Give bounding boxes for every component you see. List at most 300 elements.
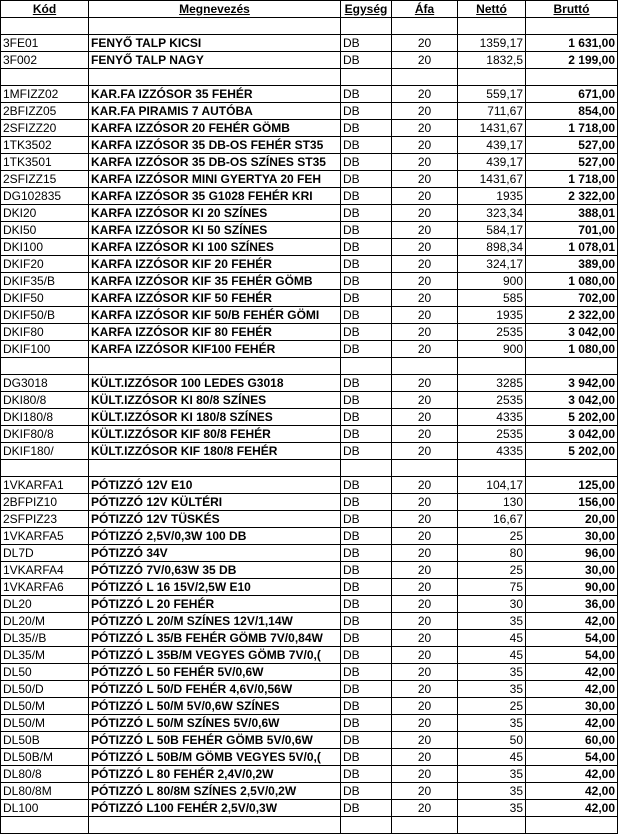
- cell-megnevezes: PÓTIZZÓ L 50B/M GÖMB VEGYES 5V/0,(: [89, 749, 341, 766]
- price-list-body: [1, 18, 618, 834]
- cell-egyseg: [341, 817, 392, 834]
- cell-egyseg: DB: [341, 443, 392, 460]
- cell-brutto: 60,00: [526, 732, 618, 749]
- cell-kod: DKIF35/B: [1, 273, 89, 290]
- cell-afa: 20: [392, 188, 458, 205]
- table-row: [1, 324, 618, 341]
- cell-netto: 25: [458, 698, 526, 715]
- cell-kod: 1VKARFA4: [1, 562, 89, 579]
- cell-megnevezes: PÓTIZZÓ L 16 15V/2,5W E10: [89, 579, 341, 596]
- cell-brutto: 1 080,00: [526, 273, 618, 290]
- cell-netto: 80: [458, 545, 526, 562]
- table-row: [1, 52, 618, 69]
- table-row: [1, 749, 618, 766]
- cell-brutto: 3 942,00: [526, 375, 618, 392]
- cell-afa: 20: [392, 664, 458, 681]
- cell-brutto: [526, 817, 618, 834]
- cell-brutto: 42,00: [526, 681, 618, 698]
- table-row: [1, 137, 618, 154]
- cell-kod: DL50B/M: [1, 749, 89, 766]
- cell-egyseg: DB: [341, 137, 392, 154]
- cell-kod: [1, 460, 89, 477]
- cell-brutto: 90,00: [526, 579, 618, 596]
- cell-afa: 20: [392, 222, 458, 239]
- cell-megnevezes: KARFA IZZÓSOR MINI GYERTYA 20 FEH: [89, 171, 341, 188]
- cell-kod: DKIF20: [1, 256, 89, 273]
- cell-kod: 2SFPIZ23: [1, 511, 89, 528]
- cell-megnevezes: PÓTIZZÓ L 35/B FEHÉR GÖMB 7V/0,84W: [89, 630, 341, 647]
- cell-megnevezes: [89, 358, 341, 375]
- cell-brutto: 54,00: [526, 647, 618, 664]
- cell-netto: [458, 817, 526, 834]
- cell-afa: 20: [392, 477, 458, 494]
- cell-brutto: 389,00: [526, 256, 618, 273]
- cell-egyseg: DB: [341, 86, 392, 103]
- cell-egyseg: DB: [341, 188, 392, 205]
- cell-netto: [458, 18, 526, 35]
- cell-egyseg: DB: [341, 307, 392, 324]
- cell-egyseg: DB: [341, 103, 392, 120]
- cell-egyseg: DB: [341, 375, 392, 392]
- cell-egyseg: DB: [341, 698, 392, 715]
- cell-megnevezes: KARFA IZZÓSOR 20 FEHÉR GÖMB: [89, 120, 341, 137]
- cell-brutto: 3 042,00: [526, 324, 618, 341]
- cell-brutto: 2 322,00: [526, 188, 618, 205]
- cell-egyseg: DB: [341, 596, 392, 613]
- table-row: [1, 205, 618, 222]
- cell-egyseg: DB: [341, 171, 392, 188]
- cell-megnevezes: KARFA IZZÓSOR KI 20 SZÍNES: [89, 205, 341, 222]
- cell-brutto: 42,00: [526, 613, 618, 630]
- cell-megnevezes: PÓTIZZÓ 7V/0,63W 35 DB: [89, 562, 341, 579]
- cell-netto: 4335: [458, 409, 526, 426]
- table-row: [1, 239, 618, 256]
- cell-egyseg: DB: [341, 239, 392, 256]
- cell-afa: [392, 69, 458, 86]
- table-row: [1, 120, 618, 137]
- cell-megnevezes: PÓTIZZÓ L 50/D FEHÉR 4,6V/0,56W: [89, 681, 341, 698]
- cell-afa: 20: [392, 766, 458, 783]
- cell-megnevezes: KARFA IZZÓSOR KIF 80 FEHÉR: [89, 324, 341, 341]
- cell-brutto: 30,00: [526, 562, 618, 579]
- table-row: [1, 188, 618, 205]
- cell-brutto: 527,00: [526, 137, 618, 154]
- cell-afa: 20: [392, 52, 458, 69]
- table-row: [1, 273, 618, 290]
- cell-megnevezes: KARFA IZZÓSOR KIF100 FEHÉR: [89, 341, 341, 358]
- cell-kod: DL50: [1, 664, 89, 681]
- cell-afa: 20: [392, 307, 458, 324]
- cell-netto: 130: [458, 494, 526, 511]
- cell-afa: 20: [392, 494, 458, 511]
- cell-egyseg: DB: [341, 120, 392, 137]
- cell-egyseg: DB: [341, 681, 392, 698]
- cell-megnevezes: PÓTIZZÓ L 20/M SZÍNES 12V/1,14W: [89, 613, 341, 630]
- cell-netto: 2535: [458, 324, 526, 341]
- cell-afa: [392, 817, 458, 834]
- table-row: [1, 732, 618, 749]
- cell-afa: 20: [392, 324, 458, 341]
- cell-megnevezes: PÓTIZZÓ L 50 FEHÉR 5V/0,6W: [89, 664, 341, 681]
- cell-megnevezes: KARFA IZZÓSOR KI 50 SZÍNES: [89, 222, 341, 239]
- cell-megnevezes: [89, 69, 341, 86]
- cell-kod: DKIF100: [1, 341, 89, 358]
- cell-egyseg: DB: [341, 749, 392, 766]
- cell-netto: [458, 69, 526, 86]
- cell-netto: 35: [458, 613, 526, 630]
- cell-megnevezes: KAR.FA PIRAMIS 7 AUTÓBA: [89, 103, 341, 120]
- cell-brutto: 125,00: [526, 477, 618, 494]
- cell-netto: 30: [458, 596, 526, 613]
- cell-afa: 20: [392, 273, 458, 290]
- cell-netto: 324,17: [458, 256, 526, 273]
- header-egyseg: Egység: [341, 1, 392, 18]
- header-row: [1, 1, 618, 18]
- cell-egyseg: DB: [341, 613, 392, 630]
- cell-egyseg: DB: [341, 392, 392, 409]
- cell-egyseg: [341, 69, 392, 86]
- cell-netto: 711,67: [458, 103, 526, 120]
- cell-megnevezes: PÓTIZZÓ 12V E10: [89, 477, 341, 494]
- cell-egyseg: DB: [341, 732, 392, 749]
- cell-kod: DKI50: [1, 222, 89, 239]
- cell-brutto: 42,00: [526, 766, 618, 783]
- cell-brutto: 3 042,00: [526, 392, 618, 409]
- cell-megnevezes: PÓTIZZÓ 34V: [89, 545, 341, 562]
- cell-netto: 16,67: [458, 511, 526, 528]
- cell-afa: 20: [392, 290, 458, 307]
- cell-egyseg: DB: [341, 409, 392, 426]
- cell-egyseg: DB: [341, 800, 392, 817]
- table-row: [1, 681, 618, 698]
- cell-egyseg: DB: [341, 528, 392, 545]
- cell-egyseg: DB: [341, 341, 392, 358]
- table-row: [1, 18, 618, 35]
- cell-brutto: 527,00: [526, 154, 618, 171]
- cell-afa: 20: [392, 545, 458, 562]
- cell-megnevezes: KARFA IZZÓSOR 35 DB-OS FEHÉR ST35: [89, 137, 341, 154]
- cell-brutto: 388,01: [526, 205, 618, 222]
- table-row: [1, 103, 618, 120]
- cell-afa: 20: [392, 171, 458, 188]
- cell-egyseg: DB: [341, 273, 392, 290]
- cell-egyseg: DB: [341, 647, 392, 664]
- table-row: [1, 171, 618, 188]
- cell-netto: 50: [458, 732, 526, 749]
- cell-egyseg: DB: [341, 579, 392, 596]
- cell-megnevezes: PÓTIZZÓ L 50/M SZÍNES 5V/0,6W: [89, 715, 341, 732]
- cell-afa: [392, 18, 458, 35]
- cell-egyseg: DB: [341, 205, 392, 222]
- cell-megnevezes: PÓTIZZÓ L 80 FEHÉR 2,4V/0,2W: [89, 766, 341, 783]
- cell-netto: 900: [458, 341, 526, 358]
- cell-netto: [458, 358, 526, 375]
- cell-netto: 45: [458, 749, 526, 766]
- cell-netto: 323,34: [458, 205, 526, 222]
- cell-egyseg: DB: [341, 426, 392, 443]
- cell-netto: 4335: [458, 443, 526, 460]
- cell-netto: 1935: [458, 307, 526, 324]
- cell-kod: DL80/8M: [1, 783, 89, 800]
- cell-brutto: 30,00: [526, 528, 618, 545]
- cell-afa: 20: [392, 596, 458, 613]
- table-row: [1, 766, 618, 783]
- cell-kod: DL7D: [1, 545, 89, 562]
- cell-kod: 3FE01: [1, 35, 89, 52]
- cell-megnevezes: KARFA IZZÓSOR KIF 50/B FEHÉR GÖMI: [89, 307, 341, 324]
- cell-netto: 2535: [458, 426, 526, 443]
- table-row: [1, 613, 618, 630]
- cell-kod: DL50/M: [1, 698, 89, 715]
- cell-brutto: 671,00: [526, 86, 618, 103]
- cell-megnevezes: PÓTIZZÓ L 20 FEHÉR: [89, 596, 341, 613]
- cell-egyseg: DB: [341, 256, 392, 273]
- cell-brutto: [526, 69, 618, 86]
- table-row: [1, 154, 618, 171]
- cell-egyseg: [341, 460, 392, 477]
- cell-afa: 20: [392, 375, 458, 392]
- cell-kod: DG102835: [1, 188, 89, 205]
- cell-afa: 20: [392, 443, 458, 460]
- header-afa: Áfa: [392, 1, 458, 18]
- header-megnevezes: Megnevezés: [89, 1, 341, 18]
- table-row: [1, 630, 618, 647]
- cell-kod: DKIF50: [1, 290, 89, 307]
- cell-netto: 45: [458, 630, 526, 647]
- cell-netto: 1832,5: [458, 52, 526, 69]
- table-row: [1, 528, 618, 545]
- cell-kod: DKIF80: [1, 324, 89, 341]
- cell-afa: 20: [392, 681, 458, 698]
- cell-kod: DL35/M: [1, 647, 89, 664]
- cell-brutto: 1 631,00: [526, 35, 618, 52]
- cell-netto: 1431,67: [458, 120, 526, 137]
- cell-afa: 20: [392, 341, 458, 358]
- cell-brutto: 54,00: [526, 630, 618, 647]
- cell-megnevezes: KARFA IZZÓSOR KI 100 SZÍNES: [89, 239, 341, 256]
- table-row: [1, 579, 618, 596]
- cell-netto: 25: [458, 528, 526, 545]
- cell-netto: 584,17: [458, 222, 526, 239]
- table-row: [1, 477, 618, 494]
- cell-megnevezes: PÓTIZZÓ L 50B FEHÉR GÖMB 5V/0,6W: [89, 732, 341, 749]
- table-row: [1, 443, 618, 460]
- cell-kod: 1TK3501: [1, 154, 89, 171]
- cell-netto: 35: [458, 766, 526, 783]
- cell-afa: 20: [392, 511, 458, 528]
- cell-kod: 1MFIZZ02: [1, 86, 89, 103]
- cell-kod: DKIF50/B: [1, 307, 89, 324]
- header-brutto: Bruttó: [526, 1, 618, 18]
- cell-kod: DKI80/8: [1, 392, 89, 409]
- cell-egyseg: DB: [341, 222, 392, 239]
- cell-netto: 45: [458, 647, 526, 664]
- header-kod: Kód: [1, 1, 89, 18]
- cell-netto: 900: [458, 273, 526, 290]
- cell-afa: [392, 460, 458, 477]
- cell-afa: 20: [392, 409, 458, 426]
- cell-kod: DL20/M: [1, 613, 89, 630]
- cell-megnevezes: KAR.FA IZZÓSOR 35 FEHÉR: [89, 86, 341, 103]
- table-row: [1, 35, 618, 52]
- cell-brutto: 2 199,00: [526, 52, 618, 69]
- table-row: [1, 647, 618, 664]
- cell-megnevezes: PÓTIZZÓ L100 FEHÉR 2,5V/0,3W: [89, 800, 341, 817]
- table-row: [1, 511, 618, 528]
- cell-netto: 898,34: [458, 239, 526, 256]
- cell-egyseg: DB: [341, 783, 392, 800]
- cell-megnevezes: PÓTIZZÓ 12V KÜLTÉRI: [89, 494, 341, 511]
- cell-kod: DL50/M: [1, 715, 89, 732]
- cell-kod: [1, 817, 89, 834]
- cell-afa: 20: [392, 783, 458, 800]
- table-row: [1, 86, 618, 103]
- cell-megnevezes: KARFA IZZÓSOR KIF 20 FEHÉR: [89, 256, 341, 273]
- cell-egyseg: DB: [341, 290, 392, 307]
- cell-afa: 20: [392, 392, 458, 409]
- cell-afa: 20: [392, 103, 458, 120]
- cell-brutto: 2 322,00: [526, 307, 618, 324]
- cell-netto: 559,17: [458, 86, 526, 103]
- cell-brutto: [526, 460, 618, 477]
- cell-brutto: 3 042,00: [526, 426, 618, 443]
- table-row: [1, 783, 618, 800]
- table-row: [1, 562, 618, 579]
- cell-kod: DL100: [1, 800, 89, 817]
- cell-netto: 35: [458, 664, 526, 681]
- cell-megnevezes: FENYŐ TALP KICSI: [89, 35, 341, 52]
- cell-netto: 35: [458, 681, 526, 698]
- cell-megnevezes: KARFA IZZÓSOR KIF 50 FEHÉR: [89, 290, 341, 307]
- cell-afa: 20: [392, 647, 458, 664]
- cell-megnevezes: KARFA IZZÓSOR 35 DB-OS SZÍNES ST35: [89, 154, 341, 171]
- cell-megnevezes: [89, 817, 341, 834]
- cell-kod: 2SFIZZ20: [1, 120, 89, 137]
- cell-netto: 2535: [458, 392, 526, 409]
- cell-kod: DL20: [1, 596, 89, 613]
- cell-brutto: 42,00: [526, 783, 618, 800]
- cell-kod: [1, 18, 89, 35]
- table-row: [1, 817, 618, 834]
- header-netto: Nettó: [458, 1, 526, 18]
- cell-netto: 35: [458, 783, 526, 800]
- cell-megnevezes: KÜLT.IZZÓSOR KI 180/8 SZÍNES: [89, 409, 341, 426]
- cell-egyseg: DB: [341, 715, 392, 732]
- cell-kod: 1VKARFA1: [1, 477, 89, 494]
- cell-afa: 20: [392, 426, 458, 443]
- table-row: [1, 69, 618, 86]
- cell-brutto: 1 080,00: [526, 341, 618, 358]
- cell-megnevezes: PÓTIZZÓ L 50/M 5V/0,6W SZÍNES: [89, 698, 341, 715]
- cell-egyseg: DB: [341, 664, 392, 681]
- cell-netto: 1935: [458, 188, 526, 205]
- cell-brutto: 54,00: [526, 749, 618, 766]
- cell-egyseg: DB: [341, 494, 392, 511]
- cell-afa: 20: [392, 800, 458, 817]
- cell-brutto: 42,00: [526, 715, 618, 732]
- table-row: [1, 290, 618, 307]
- cell-afa: 20: [392, 528, 458, 545]
- cell-afa: 20: [392, 562, 458, 579]
- cell-egyseg: DB: [341, 154, 392, 171]
- table-row: [1, 596, 618, 613]
- cell-egyseg: [341, 18, 392, 35]
- cell-afa: 20: [392, 239, 458, 256]
- cell-netto: 25: [458, 562, 526, 579]
- cell-kod: DG3018: [1, 375, 89, 392]
- cell-brutto: 701,00: [526, 222, 618, 239]
- cell-kod: 3F002: [1, 52, 89, 69]
- cell-megnevezes: PÓTIZZÓ L 35B/M VEGYES GÖMB 7V/0,(: [89, 647, 341, 664]
- cell-netto: 35: [458, 715, 526, 732]
- cell-kod: DKI100: [1, 239, 89, 256]
- cell-afa: 20: [392, 154, 458, 171]
- table-row: [1, 358, 618, 375]
- cell-megnevezes: KÜLT.IZZÓSOR 100 LEDES G3018: [89, 375, 341, 392]
- cell-kod: DL80/8: [1, 766, 89, 783]
- cell-brutto: 1 718,00: [526, 120, 618, 137]
- cell-afa: 20: [392, 698, 458, 715]
- cell-egyseg: DB: [341, 562, 392, 579]
- cell-afa: 20: [392, 613, 458, 630]
- table-row: [1, 494, 618, 511]
- cell-brutto: 1 078,01: [526, 239, 618, 256]
- cell-megnevezes: PÓTIZZÓ L 80/8M SZÍNES 2,5V/0,2W: [89, 783, 341, 800]
- cell-egyseg: DB: [341, 52, 392, 69]
- cell-afa: 20: [392, 120, 458, 137]
- cell-brutto: [526, 18, 618, 35]
- cell-egyseg: DB: [341, 766, 392, 783]
- table-row: [1, 392, 618, 409]
- cell-afa: 20: [392, 715, 458, 732]
- cell-afa: 20: [392, 579, 458, 596]
- cell-afa: 20: [392, 732, 458, 749]
- table-row: [1, 545, 618, 562]
- cell-afa: 20: [392, 205, 458, 222]
- cell-kod: DL50B: [1, 732, 89, 749]
- cell-kod: 2BFPIZ10: [1, 494, 89, 511]
- table-row: [1, 256, 618, 273]
- cell-brutto: 854,00: [526, 103, 618, 120]
- cell-netto: 3285: [458, 375, 526, 392]
- cell-netto: 104,17: [458, 477, 526, 494]
- cell-netto: 35: [458, 800, 526, 817]
- cell-kod: [1, 69, 89, 86]
- cell-brutto: 702,00: [526, 290, 618, 307]
- cell-egyseg: [341, 358, 392, 375]
- cell-afa: 20: [392, 35, 458, 52]
- cell-netto: 439,17: [458, 137, 526, 154]
- cell-brutto: 42,00: [526, 800, 618, 817]
- cell-egyseg: DB: [341, 545, 392, 562]
- cell-kod: DKIF180/: [1, 443, 89, 460]
- cell-kod: 1TK3502: [1, 137, 89, 154]
- cell-megnevezes: PÓTIZZÓ 2,5V/0,3W 100 DB: [89, 528, 341, 545]
- cell-kod: 1VKARFA6: [1, 579, 89, 596]
- cell-megnevezes: KARFA IZZÓSOR KIF 35 FEHÉR GÖMB: [89, 273, 341, 290]
- cell-kod: DKIF80/8: [1, 426, 89, 443]
- cell-afa: 20: [392, 256, 458, 273]
- cell-netto: 75: [458, 579, 526, 596]
- cell-brutto: 20,00: [526, 511, 618, 528]
- cell-kod: 2SFIZZ15: [1, 171, 89, 188]
- cell-netto: 439,17: [458, 154, 526, 171]
- cell-egyseg: DB: [341, 35, 392, 52]
- cell-kod: 2BFIZZ05: [1, 103, 89, 120]
- cell-egyseg: DB: [341, 477, 392, 494]
- cell-egyseg: DB: [341, 511, 392, 528]
- cell-kod: 1VKARFA5: [1, 528, 89, 545]
